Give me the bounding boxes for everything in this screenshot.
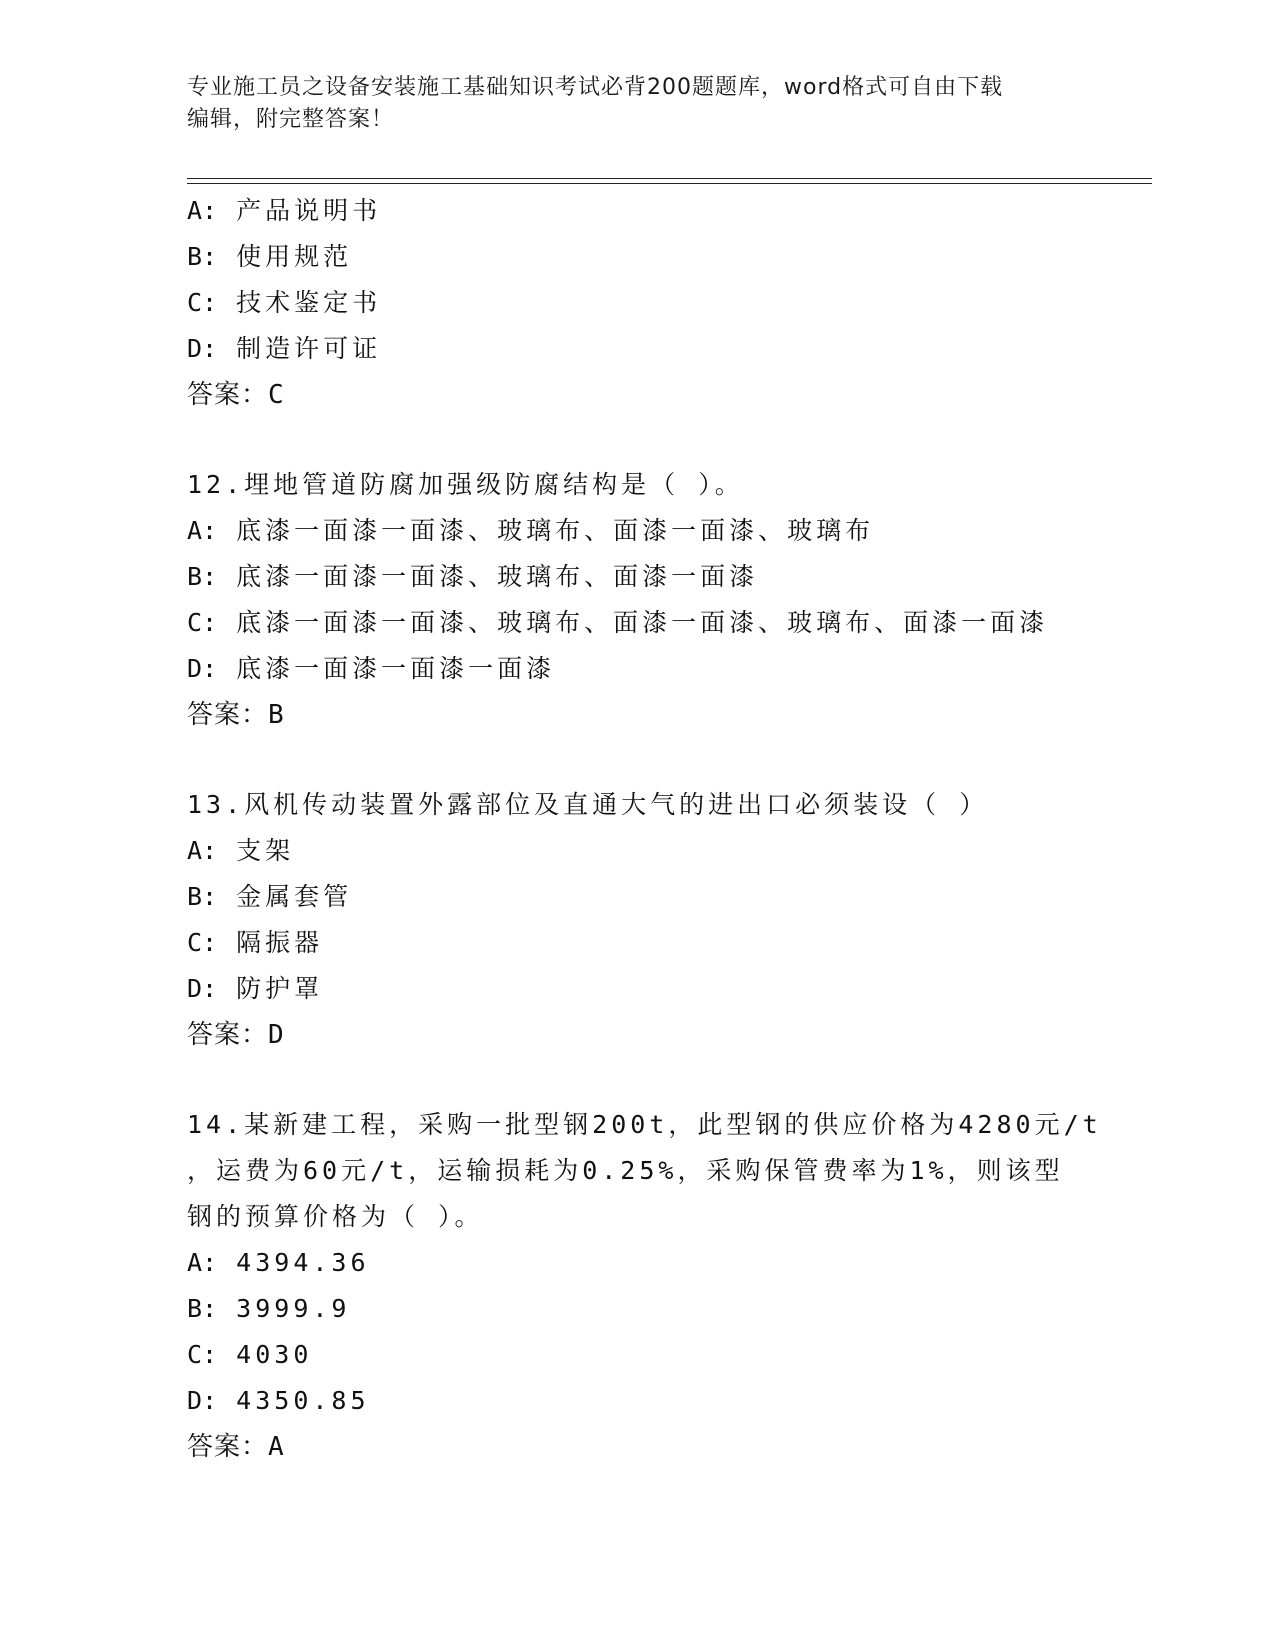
option-a: A: 产品说明书 (187, 196, 382, 225)
question-title: 13.风机传动装置外露部位及直通大气的进出口必须装设（ ） (187, 790, 989, 819)
option-b: B: 3999.9 (187, 1294, 351, 1323)
option-c: C: 技术鉴定书 (187, 288, 382, 317)
header-line-2: 编辑，附完整答案！ (187, 107, 395, 132)
answer: 答案：D (187, 1020, 285, 1050)
option-a: A: 底漆一面漆一面漆、玻璃布、面漆一面漆、玻璃布 (187, 516, 875, 545)
option-b: B: 底漆一面漆一面漆、玻璃布、面漆一面漆 (187, 562, 759, 591)
question-title-line-1: 14.某新建工程，采购一批型钢200t，此型钢的供应价格为4280元/t (187, 1110, 1102, 1139)
option-d: D: 制造许可证 (187, 334, 382, 363)
answer: 答案：B (187, 700, 285, 730)
option-b: B: 使用规范 (187, 242, 353, 271)
question-list (187, 188, 1152, 1470)
answer: 答案：C (187, 380, 285, 410)
option-d: D: 防护罩 (187, 974, 324, 1003)
option-b: B: 金属套管 (187, 882, 353, 911)
question-13 (187, 782, 1152, 1058)
question-title-line-3: 钢的预算价格为（ ）。 (187, 1202, 484, 1231)
option-c: C: 底漆一面漆一面漆、玻璃布、面漆一面漆、玻璃布、面漆一面漆 (187, 608, 1049, 637)
option-c: C: 隔振器 (187, 928, 324, 957)
header-divider-bottom (187, 183, 1152, 184)
question-title: 12.埋地管道防腐加强级防腐结构是（ ）。 (187, 470, 744, 499)
document-header (187, 72, 1087, 136)
question-title-line-2: ，运费为60元/t，运输损耗为0.25%，采购保管费率为1%，则该型 (187, 1156, 1064, 1185)
question-14 (187, 1102, 1152, 1470)
option-a: A: 4394.36 (187, 1248, 370, 1277)
option-d: D: 4350.85 (187, 1386, 370, 1415)
question-11 (187, 188, 1152, 418)
option-c: C: 4030 (187, 1340, 313, 1369)
option-a: A: 支架 (187, 836, 295, 865)
header-line-1: 专业施工员之设备安装施工基础知识考试必背200题题库，word格式可自由下载 (187, 75, 1004, 100)
option-d: D: 底漆一面漆一面漆一面漆 (187, 654, 556, 683)
answer: 答案：A (187, 1432, 285, 1462)
header-divider-top (187, 178, 1152, 179)
question-12 (187, 462, 1152, 738)
